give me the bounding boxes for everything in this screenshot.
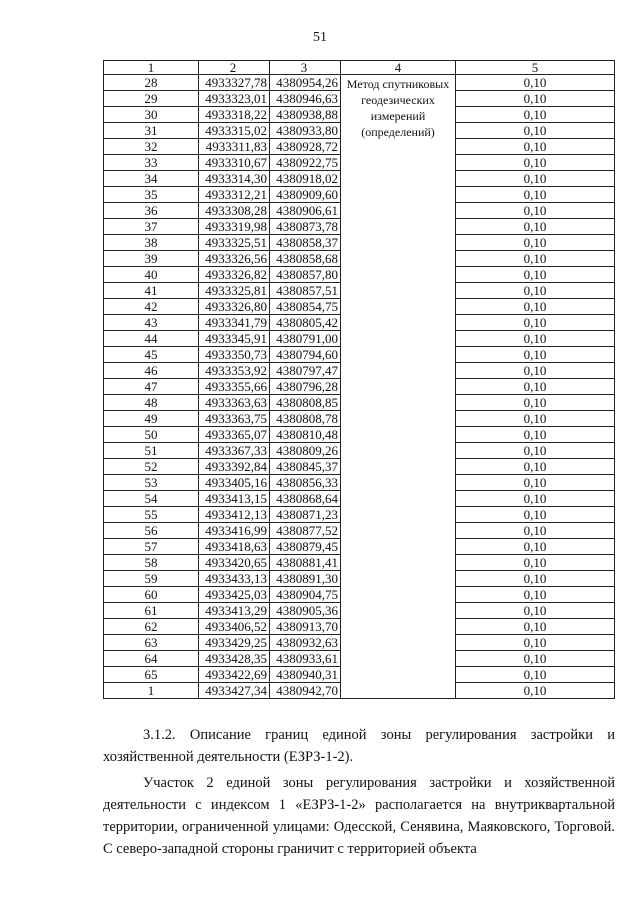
point-number-cell: 29 [104,91,199,107]
y-coordinate-cell: 4380877,52 [270,523,341,539]
x-coordinate-cell: 4933314,30 [199,171,270,187]
y-coordinate-cell: 4380791,00 [270,331,341,347]
y-coordinate-cell: 4380857,80 [270,267,341,283]
x-coordinate-cell: 4933326,82 [199,267,270,283]
header-col-1: 1 [104,61,199,75]
x-coordinate-cell: 4933318,22 [199,107,270,123]
y-coordinate-cell: 4380913,70 [270,619,341,635]
y-coordinate-cell: 4380809,26 [270,443,341,459]
y-coordinate-cell: 4380857,51 [270,283,341,299]
accuracy-cell: 0,10 [456,75,615,91]
header-col-4: 4 [341,61,456,75]
table-body [104,75,615,699]
accuracy-cell: 0,10 [456,299,615,315]
x-coordinate-cell: 4933392,84 [199,459,270,475]
accuracy-cell: 0,10 [456,683,615,699]
accuracy-cell: 0,10 [456,539,615,555]
table-row [104,75,615,91]
y-coordinate-cell: 4380810,48 [270,427,341,443]
y-coordinate-cell: 4380858,37 [270,235,341,251]
point-number-cell: 46 [104,363,199,379]
point-number-cell: 53 [104,475,199,491]
y-coordinate-cell: 4380909,60 [270,187,341,203]
point-number-cell: 41 [104,283,199,299]
accuracy-cell: 0,10 [456,363,615,379]
accuracy-cell: 0,10 [456,123,615,139]
point-number-cell: 65 [104,667,199,683]
y-coordinate-cell: 4380871,23 [270,507,341,523]
y-coordinate-cell: 4380808,78 [270,411,341,427]
y-coordinate-cell: 4380808,85 [270,395,341,411]
point-number-cell: 31 [104,123,199,139]
y-coordinate-cell: 4380933,80 [270,123,341,139]
x-coordinate-cell: 4933367,33 [199,443,270,459]
x-coordinate-cell: 4933355,66 [199,379,270,395]
point-number-cell: 43 [104,315,199,331]
x-coordinate-cell: 4933428,35 [199,651,270,667]
point-number-cell: 48 [104,395,199,411]
x-coordinate-cell: 4933429,25 [199,635,270,651]
x-coordinate-cell: 4933413,29 [199,603,270,619]
point-number-cell: 39 [104,251,199,267]
point-number-cell: 58 [104,555,199,571]
accuracy-cell: 0,10 [456,267,615,283]
point-number-cell: 64 [104,651,199,667]
point-number-cell: 62 [104,619,199,635]
y-coordinate-cell: 4380918,02 [270,171,341,187]
accuracy-cell: 0,10 [456,635,615,651]
y-coordinate-cell: 4380922,75 [270,155,341,171]
accuracy-cell: 0,10 [456,331,615,347]
accuracy-cell: 0,10 [456,651,615,667]
y-coordinate-cell: 4380954,26 [270,75,341,91]
y-coordinate-cell: 4380856,33 [270,475,341,491]
x-coordinate-cell: 4933310,67 [199,155,270,171]
y-coordinate-cell: 4380932,63 [270,635,341,651]
point-number-cell: 37 [104,219,199,235]
x-coordinate-cell: 4933418,63 [199,539,270,555]
accuracy-cell: 0,10 [456,571,615,587]
x-coordinate-cell: 4933405,16 [199,475,270,491]
y-coordinate-cell: 4380879,45 [270,539,341,555]
x-coordinate-cell: 4933319,98 [199,219,270,235]
point-number-cell: 40 [104,267,199,283]
accuracy-cell: 0,10 [456,155,615,171]
y-coordinate-cell: 4380905,36 [270,603,341,619]
point-number-cell: 47 [104,379,199,395]
point-number-cell: 45 [104,347,199,363]
accuracy-cell: 0,10 [456,603,615,619]
accuracy-cell: 0,10 [456,427,615,443]
y-coordinate-cell: 4380854,75 [270,299,341,315]
x-coordinate-cell: 4933308,28 [199,203,270,219]
accuracy-cell: 0,10 [456,219,615,235]
x-coordinate-cell: 4933413,15 [199,491,270,507]
x-coordinate-cell: 4933425,03 [199,587,270,603]
x-coordinate-cell: 4933406,52 [199,619,270,635]
x-coordinate-cell: 4933420,65 [199,555,270,571]
x-coordinate-cell: 4933350,73 [199,347,270,363]
y-coordinate-cell: 4380904,75 [270,587,341,603]
y-coordinate-cell: 4380942,70 [270,683,341,699]
accuracy-cell: 0,10 [456,315,615,331]
x-coordinate-cell: 4933363,75 [199,411,270,427]
x-coordinate-cell: 4933433,13 [199,571,270,587]
accuracy-cell: 0,10 [456,619,615,635]
x-coordinate-cell: 4933341,79 [199,315,270,331]
x-coordinate-cell: 4933311,83 [199,139,270,155]
coordinates-table [103,60,615,699]
accuracy-cell: 0,10 [456,667,615,683]
y-coordinate-cell: 4380881,41 [270,555,341,571]
x-coordinate-cell: 4933416,99 [199,523,270,539]
point-number-cell: 32 [104,139,199,155]
y-coordinate-cell: 4380794,60 [270,347,341,363]
header-col-2: 2 [199,61,270,75]
x-coordinate-cell: 4933326,80 [199,299,270,315]
y-coordinate-cell: 4380797,47 [270,363,341,379]
y-coordinate-cell: 4380906,61 [270,203,341,219]
table-header-row [104,61,615,75]
x-coordinate-cell: 4933345,91 [199,331,270,347]
y-coordinate-cell: 4380805,42 [270,315,341,331]
point-number-cell: 49 [104,411,199,427]
x-coordinate-cell: 4933323,01 [199,91,270,107]
point-number-cell: 30 [104,107,199,123]
accuracy-cell: 0,10 [456,107,615,123]
point-number-cell: 34 [104,171,199,187]
y-coordinate-cell: 4380933,61 [270,651,341,667]
y-coordinate-cell: 4380845,37 [270,459,341,475]
x-coordinate-cell: 4933412,13 [199,507,270,523]
point-number-cell: 56 [104,523,199,539]
accuracy-cell: 0,10 [456,587,615,603]
accuracy-cell: 0,10 [456,523,615,539]
accuracy-cell: 0,10 [456,91,615,107]
y-coordinate-cell: 4380796,28 [270,379,341,395]
x-coordinate-cell: 4933325,51 [199,235,270,251]
y-coordinate-cell: 4380868,64 [270,491,341,507]
description-text [103,724,615,860]
point-number-cell: 33 [104,155,199,171]
accuracy-cell: 0,10 [456,235,615,251]
point-number-cell: 35 [104,187,199,203]
x-coordinate-cell: 4933325,81 [199,283,270,299]
accuracy-cell: 0,10 [456,395,615,411]
x-coordinate-cell: 4933427,34 [199,683,270,699]
accuracy-cell: 0,10 [456,507,615,523]
x-coordinate-cell: 4933363,63 [199,395,270,411]
point-number-cell: 51 [104,443,199,459]
x-coordinate-cell: 4933353,92 [199,363,270,379]
point-number-cell: 1 [104,683,199,699]
accuracy-cell: 0,10 [456,251,615,267]
accuracy-cell: 0,10 [456,187,615,203]
point-number-cell: 59 [104,571,199,587]
accuracy-cell: 0,10 [456,171,615,187]
y-coordinate-cell: 4380891,30 [270,571,341,587]
point-number-cell: 28 [104,75,199,91]
accuracy-cell: 0,10 [456,475,615,491]
x-coordinate-cell: 4933326,56 [199,251,270,267]
x-coordinate-cell: 4933327,78 [199,75,270,91]
accuracy-cell: 0,10 [456,283,615,299]
page-number: 51 [313,30,327,45]
point-number-cell: 50 [104,427,199,443]
point-number-cell: 60 [104,587,199,603]
accuracy-cell: 0,10 [456,203,615,219]
x-coordinate-cell: 4933365,07 [199,427,270,443]
y-coordinate-cell: 4380938,88 [270,107,341,123]
accuracy-cell: 0,10 [456,347,615,363]
accuracy-cell: 0,10 [456,139,615,155]
accuracy-cell: 0,10 [456,379,615,395]
point-number-cell: 38 [104,235,199,251]
header-col-3: 3 [270,61,341,75]
y-coordinate-cell: 4380873,78 [270,219,341,235]
point-number-cell: 61 [104,603,199,619]
point-number-cell: 54 [104,491,199,507]
body-paragraph: Участок 2 единой зоны регулирования застройки и хозяйственной деятельности с индексом 1 «ЕЗРЗ-1-2» располагается на внутриквартальной территории, ограниченной улицами: Одесской, Сенявина, Маяковского, Торговой. С северо-западной стороны граничит с территорией объекта [103,775,615,857]
accuracy-cell: 0,10 [456,411,615,427]
accuracy-cell: 0,10 [456,555,615,571]
point-number-cell: 63 [104,635,199,651]
y-coordinate-cell: 4380940,31 [270,667,341,683]
point-number-cell: 44 [104,331,199,347]
point-number-cell: 42 [104,299,199,315]
x-coordinate-cell: 4933422,69 [199,667,270,683]
accuracy-cell: 0,10 [456,459,615,475]
x-coordinate-cell: 4933312,21 [199,187,270,203]
y-coordinate-cell: 4380946,63 [270,91,341,107]
accuracy-cell: 0,10 [456,443,615,459]
header-col-5: 5 [456,61,615,75]
point-number-cell: 57 [104,539,199,555]
y-coordinate-cell: 4380858,68 [270,251,341,267]
point-number-cell: 55 [104,507,199,523]
method-cell: Метод спутниковых геодезических измерений (определений) [341,75,456,699]
x-coordinate-cell: 4933315,02 [199,123,270,139]
section-heading-paragraph: 3.1.2. Описание границ единой зоны регулирования застройки и хозяйственной деятельности (ЕЗРЗ-1-2). [103,727,615,765]
y-coordinate-cell: 4380928,72 [270,139,341,155]
accuracy-cell: 0,10 [456,491,615,507]
point-number-cell: 36 [104,203,199,219]
point-number-cell: 52 [104,459,199,475]
